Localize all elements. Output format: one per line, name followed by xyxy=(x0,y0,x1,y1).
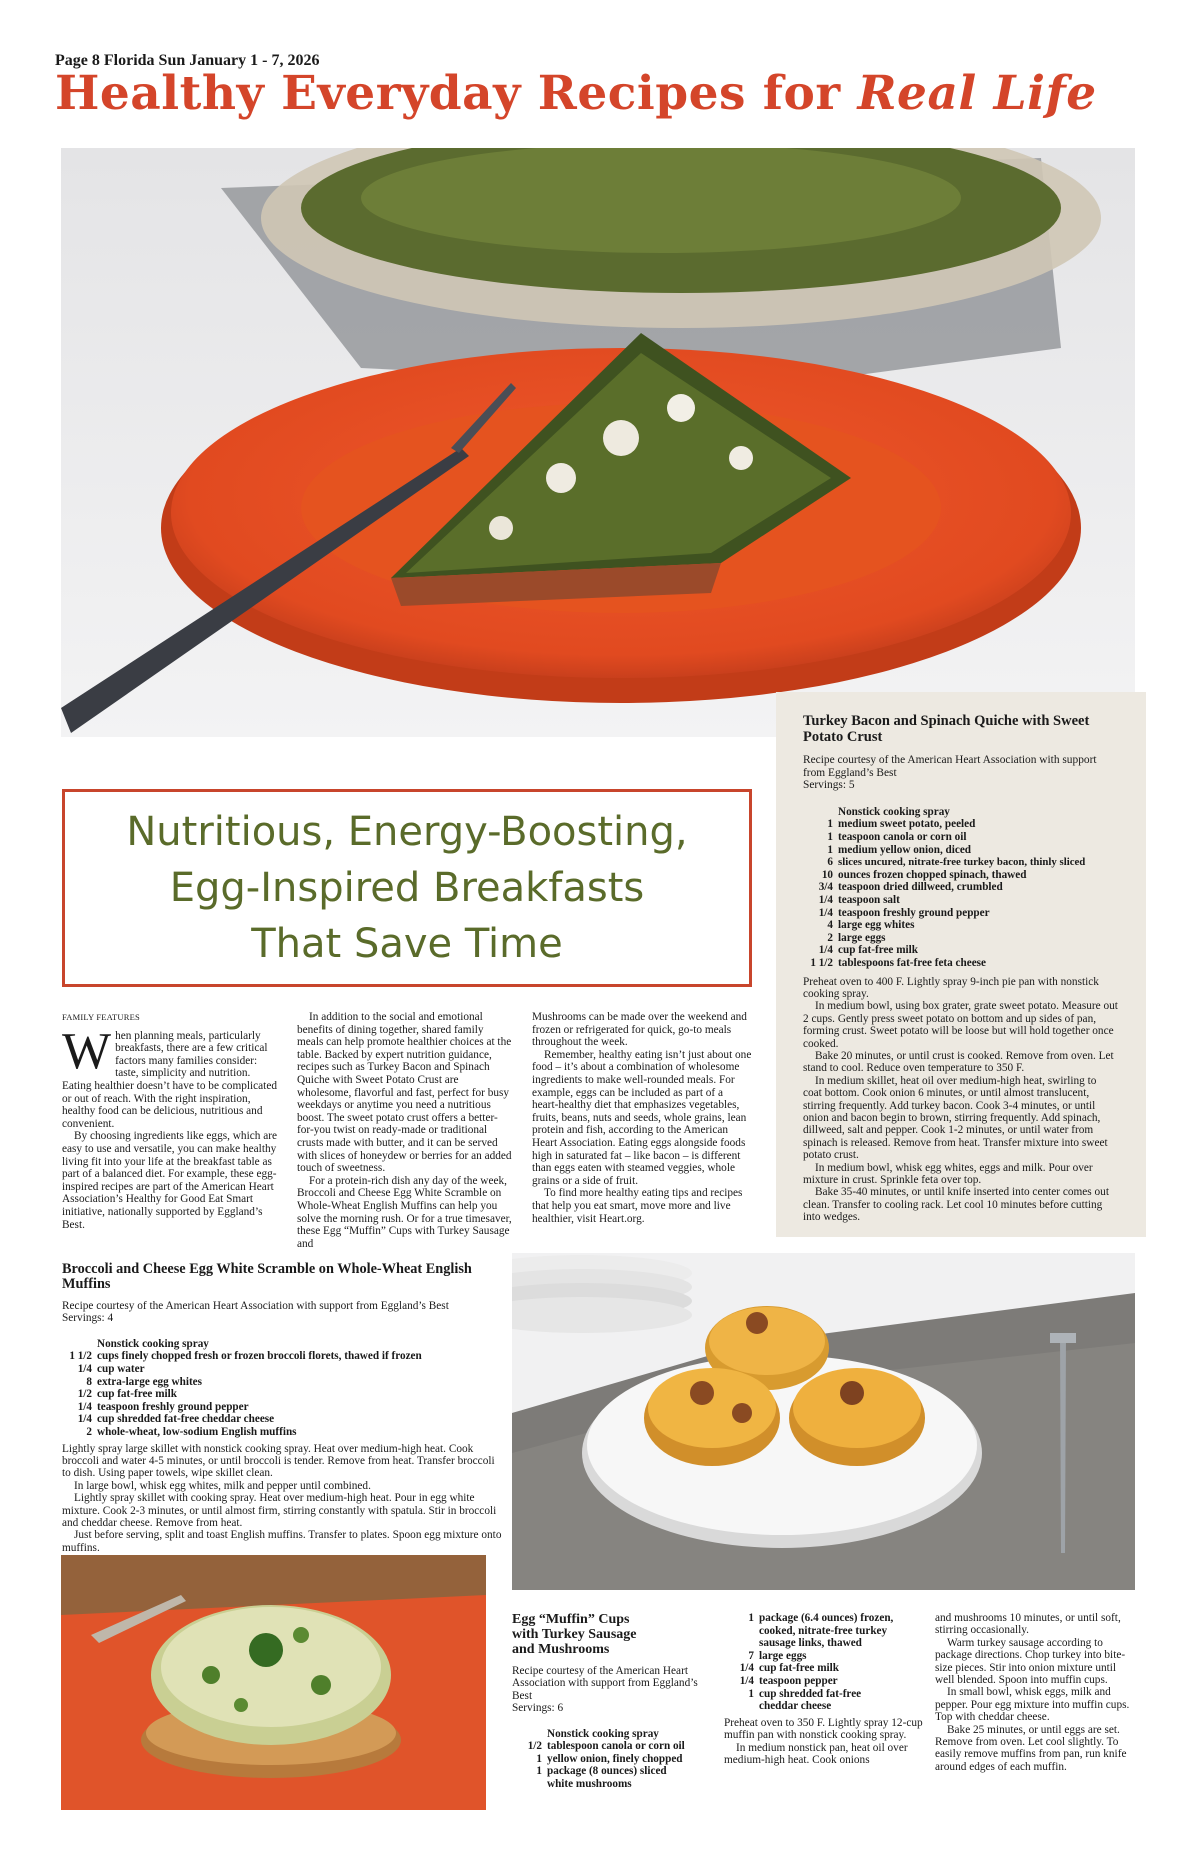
muffin-recipe-col-b xyxy=(724,1612,929,1766)
ingredient-item: 7 large eggs xyxy=(748,1649,807,1662)
ingredient-item: Nonstick cooking spray xyxy=(97,1337,209,1350)
ingredient-item: 1 package (8 ounces) sliced white mushrooms xyxy=(536,1765,667,1790)
direction-step: Preheat oven to 400 F. Lightly spray 9-inch pie pan with nonstick cooking spray. xyxy=(803,975,1099,1000)
direction-step: In medium bowl, using box grater, grate sweet potato. Measure out 2 cups. Gently press sweet potato on bottom and up sides of pan, forming crust. Sweet potato will be loose but will hold together once cooked. xyxy=(803,1000,1118,1050)
direction-step: In medium nonstick pan, heat oil over medium-high heat. Cook onions xyxy=(724,1741,908,1766)
quiche-servings: Servings: 5 xyxy=(803,779,855,792)
ingredient-item: 4 large egg whites xyxy=(827,919,915,932)
broccoli-directions xyxy=(62,1443,502,1555)
deck-line-1: Nutritious, Energy-Boosting, xyxy=(126,809,688,855)
ingredient-item: 1 1/2 cups finely chopped fresh or frozen broccoli florets, thawed if frozen xyxy=(69,1350,422,1363)
direction-step: Preheat oven to 350 F. Lightly spray 12-cup muffin pan with nonstick cooking spray. xyxy=(724,1716,923,1742)
ingredient-item: 1 medium yellow onion, diced xyxy=(827,843,972,856)
muffin-credit: Recipe courtesy of the American Heart Association with support from Eggland’s Best xyxy=(512,1665,698,1702)
headline-regular: Healthy Everyday Recipes for xyxy=(55,66,858,121)
direction-step: In small bowl, whisk eggs, milk and pepper. Pour egg mixture into muffin cups. Top with cheddar cheese. xyxy=(935,1686,1130,1724)
direction-step: Lightly spray large skillet with nonstick cooking spray. Heat over medium-high heat. Cook broccoli and water 4-5 minutes, or until broccoli is tender. Remove from heat. Transfer broccoli to dish. Using paper towels, wipe skillet clean. xyxy=(62,1442,495,1480)
ingredient-item: 3/4 teaspoon dried dillweed, crumbled xyxy=(818,881,1003,894)
broccoli-servings: Servings: 4 xyxy=(62,1312,114,1325)
direction-step: Warm turkey sausage according to package directions. Chop turkey into bite-size pieces. Stir into onion mixture until well blended. Spoon into muffin cups. xyxy=(935,1636,1126,1687)
broccoli-recipe-title: Broccoli and Cheese Egg White Scramble on Whole-Wheat English Muffins xyxy=(62,1261,472,1292)
article-column-3 xyxy=(532,1011,752,1225)
muffin-servings: Servings: 6 xyxy=(512,1702,564,1715)
ingredient-item: 1/4 cup fat-free milk xyxy=(818,944,918,957)
ingredient-item: 1/4 cup water xyxy=(77,1363,145,1375)
article-kicker: FAMILY FEATURES xyxy=(62,1012,140,1022)
direction-step: Just before serving, split and toast English muffins. Transfer to plates. Spoon egg mixture onto muffins. xyxy=(62,1529,502,1554)
article-paragraph: Remember, healthy eating isn’t just about one food – it’s about a combination of wholesome ingredients to make well-rounded meals. For example, eggs can be included as part of a heart-healthy diet that emphasizes vegetables, fruits, beans, nuts and seeds, whole grains, lean protein and fish, according to the American Heart Association. Eating eggs alongside foods high in saturated fat – like bacon – is different than eggs eaten with steamed veggies, whole grains or a side of fruit. xyxy=(532,1048,752,1187)
article-paragraph: When planning meals, particularly breakfasts, there are a few critical factors many families consider: taste, simplicity and nutrition. Eating healthier doesn’t have to be complicated or out of reach. With the right inspiration, healthy food can be delicious, nutritious and convenient. xyxy=(62,1022,277,1130)
page-headline xyxy=(55,66,1165,121)
ingredient-item: 1/2 tablespoon canola or corn oil xyxy=(527,1740,685,1753)
muffin-photo xyxy=(512,1253,1135,1590)
broccoli-ingredients xyxy=(62,1338,502,1439)
muffin-directions-c xyxy=(935,1612,1135,1773)
muffin-title-line-1: Egg “Muffin” Cups xyxy=(512,1612,630,1627)
direction-step: Bake 35-40 minutes, or until knife inserted into center comes out clean. Transfer to cooling rack. Let cool 10 minutes before cutting into wedges. xyxy=(803,1186,1109,1224)
direction-step: Bake 25 minutes, or until eggs are set. Remove from oven. Let cool slightly. To easily remove muffins from pan, run knife around edges of each muffin. xyxy=(935,1723,1127,1773)
muffin-directions-b xyxy=(724,1717,929,1767)
muffin-title-line-2: with Turkey Sausage xyxy=(512,1627,637,1642)
broccoli-recipe xyxy=(62,1262,502,1554)
ingredient-item: 1 cup shredded fat-free cheddar cheese xyxy=(748,1687,862,1713)
ingredient-item: 1 teaspoon canola or corn oil xyxy=(827,830,967,843)
ingredient-item: 1/4 teaspoon pepper xyxy=(739,1674,838,1687)
muffin-recipe-col-a xyxy=(512,1612,717,1791)
ingredient-item: 8 extra-large egg whites xyxy=(86,1375,202,1388)
ingredient-item: 1/4 cup shredded fat-free cheddar cheese xyxy=(77,1413,275,1426)
broccoli-credit: Recipe courtesy of the American Heart Association with support from Eggland’s Best xyxy=(62,1300,449,1312)
article-column-2 xyxy=(297,1011,512,1250)
ingredient-item: 10 ounces frozen chopped spinach, thawed xyxy=(821,868,1027,881)
ingredient-item: 2 whole-wheat, low-sodium English muffins xyxy=(86,1425,297,1438)
deck-box xyxy=(62,789,752,987)
ingredient-item: Nonstick cooking spray xyxy=(547,1727,659,1740)
quiche-directions xyxy=(803,976,1118,1224)
ingredient-item: 6 slices uncured, nitrate-free turkey bacon, thinly sliced xyxy=(827,856,1086,869)
article-paragraph: Mushrooms can be made over the weekend and frozen or refrigerated for quick, go-to meals throughout the week. xyxy=(532,1011,747,1049)
ingredient-item: 1/4 teaspoon freshly ground pepper xyxy=(77,1400,249,1413)
ingredient-item: 1/2 cup fat-free milk xyxy=(77,1388,177,1401)
ingredient-item: 1 1/2 tablespoons fat-free feta cheese xyxy=(810,956,986,969)
muffin-recipe-title xyxy=(512,1612,717,1657)
article-paragraph: For a protein-rich dish any day of the week, Broccoli and Cheese Egg White Scramble on Whole-Wheat English Muffins can help you solve the morning rush. Or for a true timesaver, these Egg “Muffin” Cups with Turkey Sausage and xyxy=(297,1174,512,1250)
ingredient-item: 2 large eggs xyxy=(827,931,886,944)
direction-step: Bake 20 minutes, or until crust is cooked. Remove from oven. Let stand to cool. Reduce oven temperature to 350 F. xyxy=(803,1049,1114,1075)
article-paragraph: To find more healthy eating tips and recipes that help you eat smart, move more and live healthier, visit Heart.org. xyxy=(532,1187,743,1225)
ingredient-item: Nonstick cooking spray xyxy=(838,805,950,818)
ingredient-item: 1/4 cup fat-free milk xyxy=(739,1662,839,1675)
quiche-credit: Recipe courtesy of the American Heart Association with support from Eggland’s Best xyxy=(803,754,1097,779)
ingredient-item: 1/4 teaspoon freshly ground pepper xyxy=(818,906,990,919)
quiche-recipe-title: Turkey Bacon and Spinach Quiche with Sweet Potato Crust xyxy=(803,713,1090,745)
quiche-photo xyxy=(61,148,1135,737)
article-paragraph: In addition to the social and emotional benefits of dining together, shared family meals can help promote healthier choices at the table. Backed by expert nutrition guidance, recipes such as Turkey Bacon and Spinach Quiche with Sweet Potato Crust are wholesome, flavorful and fast, perfect for busy weekdays or anytime you need a nutritious boost. The sweet potato crust offers a better-for-you twist on ready-made or traditional crusts made with butter, and it can be served with slices of honeydew or berries for an added touch of sweetness. xyxy=(297,1011,512,1175)
direction-step: In medium skillet, heat oil over medium-high heat, swirling to coat bottom. Cook onion 6 minutes, or until almost translucent, stirring frequently. Add turkey bacon. Cook 3-4 minutes, or until onion and bacon begin to brown, stirring frequently. Add spinach, dillweed, salt and pepper. Cook 1-2 minutes, or until water from spinach is released. Remove from heat. Transfer mixture into sweet potato crust. xyxy=(803,1074,1108,1162)
deck-line-3: That Save Time xyxy=(251,921,563,967)
scramble-photo xyxy=(61,1555,486,1810)
drop-cap: W xyxy=(62,1022,112,1080)
direction-step: Lightly spray skillet with cooking spray. Heat over medium-high heat. Pour in egg white mixture. Cook 2-3 minutes, or until almost firm, stirring constantly with spatula. Stir in broccoli and cheddar cheese. Remove from heat. xyxy=(62,1492,497,1529)
muffin-title-line-3: and Mushrooms xyxy=(512,1642,610,1657)
quiche-recipe-sidebar xyxy=(776,692,1146,1237)
direction-step: and mushrooms 10 minutes, or until soft, stirring occasionally. xyxy=(935,1612,1121,1637)
direction-step: In large bowl, whisk egg whites, milk and pepper until combined. xyxy=(74,1479,371,1492)
ingredient-item: 1 medium sweet potato, peeled xyxy=(827,818,976,831)
deck-line-2: Egg-Inspired Breakfasts xyxy=(169,865,645,911)
ingredient-item: 1 package (6.4 ounces) frozen, cooked, nitrate-free turkey sausage links, thawed xyxy=(748,1612,894,1650)
quiche-ingredients xyxy=(803,806,1118,970)
page-folio: Page 8 Florida Sun January 1 - 7, 2026 xyxy=(55,52,320,69)
direction-step: In medium bowl, whisk egg whites, eggs and milk. Pour over mixture in crust. Sprinkle feta over top. xyxy=(803,1161,1093,1186)
ingredient-item: 1 yellow onion, finely chopped xyxy=(536,1752,683,1765)
muffin-ingredients-a xyxy=(512,1728,717,1791)
article-paragraph: By choosing ingredients like eggs, which are easy to use and versatile, you can make healthy living fit into your life at the breakfast table as part of a balanced diet. For example, these egg-inspired recipes are part of the American Heart Association’s Healthy for Good Eat Smart initiative, nationally supported by Eggland’s Best. xyxy=(62,1130,277,1231)
muffin-ingredients-b xyxy=(724,1612,929,1713)
muffin-recipe-col-c xyxy=(935,1612,1135,1773)
headline-italic: Real Life xyxy=(857,66,1097,121)
ingredient-item: 1/4 teaspoon salt xyxy=(818,893,900,906)
article-column-1 xyxy=(62,1011,277,1231)
